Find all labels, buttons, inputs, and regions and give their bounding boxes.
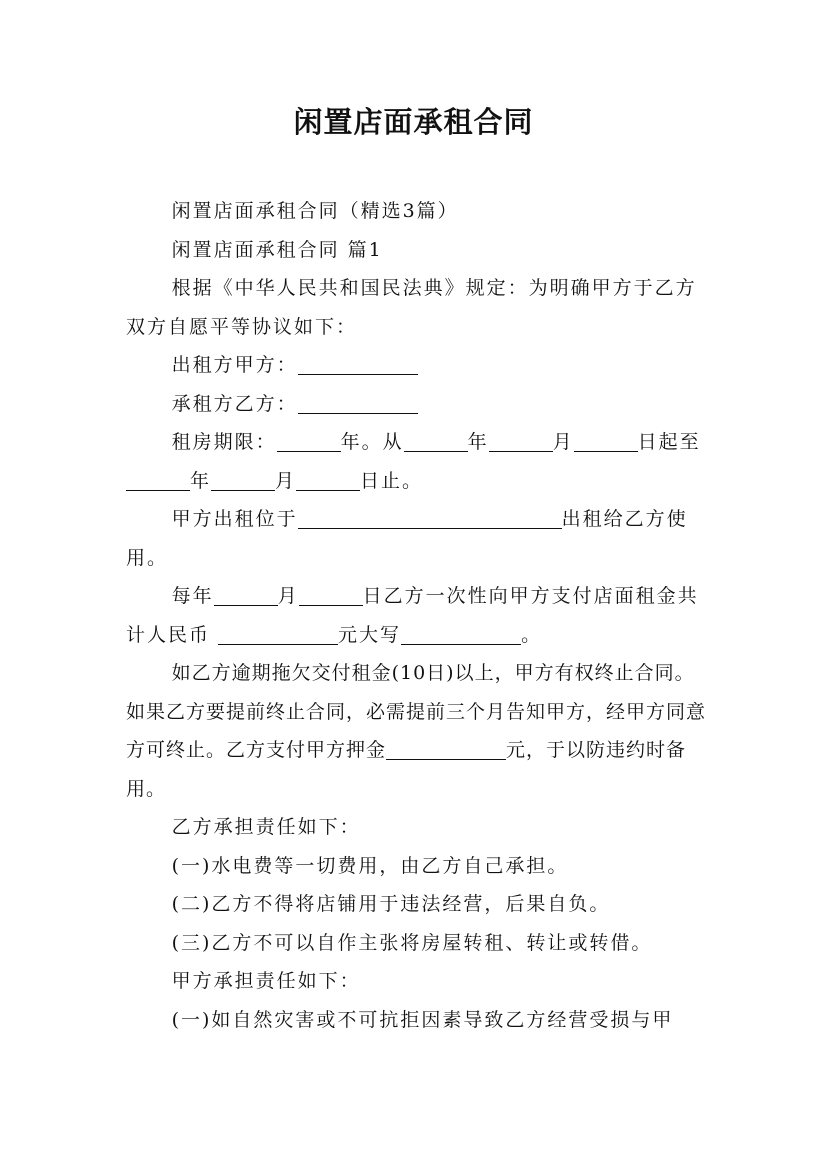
paragraph-location (126, 500, 706, 577)
lessor-label: 出租方甲方： (171, 354, 298, 376)
paragraph-lessee-duty-1: (一)水电费等一切费用，由乙方自己承担。 (171, 854, 569, 877)
end-month-blank (211, 468, 275, 491)
location-text-b: 出租给乙方使用。 (126, 508, 688, 569)
rent-amount-blank (218, 622, 338, 645)
rent-month-blank (214, 583, 278, 606)
lease-term-text-a: 租房期限： (171, 431, 277, 453)
paragraph-subtitle: 闲置店面承租合同（精选3篇） (171, 200, 459, 222)
rent-amount-words-blank (401, 622, 521, 645)
paragraph-lessee-duty-3: (三)乙方不可以自作主张将房屋转租、转让或转借。 (171, 931, 653, 954)
deposit-blank (386, 737, 506, 760)
lease-term-text-d: 月 (552, 431, 574, 453)
rent-text-b: 月 (277, 585, 299, 607)
lessor-blank (298, 352, 418, 375)
lessee-label: 承租方乙方： (171, 392, 298, 415)
lease-term-text-f: 年 (190, 469, 212, 492)
rent-text-d: 元大写 (338, 623, 402, 646)
end-day-blank (296, 468, 360, 491)
paragraph-lessee-duties-heading: 乙方承担责任如下： (171, 816, 361, 838)
lease-term-text-g: 月 (275, 469, 297, 492)
start-month-blank (489, 429, 553, 452)
paragraph-lessor-duty-1: (一)如自然灾害或不可抗拒因素导致乙方经营受损与甲 (171, 1008, 674, 1031)
paragraph-rent (126, 577, 706, 654)
start-day-blank (574, 429, 638, 452)
document-body (126, 192, 706, 1039)
paragraph-lessor (126, 346, 706, 385)
termination-text-b: 元，于以防违约时备用。 (126, 739, 687, 800)
rent-text-e: 。 (521, 623, 543, 646)
paragraph-preamble: 根据《中华人民共和国民法典》规定：为明确甲方于乙方双方自愿平等协议如下： (126, 277, 697, 338)
lease-term-text-b: 年。从 (340, 431, 404, 453)
location-text-a: 甲方出租位于 (171, 508, 298, 530)
lease-term-blank (277, 429, 341, 452)
start-year-blank (404, 429, 468, 452)
lease-term-text-c: 年 (467, 431, 489, 453)
lease-term-text-h: 日止。 (360, 469, 424, 492)
paragraph-lessee (126, 385, 706, 424)
rent-text-c: 日乙方一次性向甲方支付店面租金共计人民币 (126, 585, 699, 646)
lease-term-text-e: 日起至 (637, 431, 701, 453)
lessee-blank (298, 391, 418, 414)
paragraph-lessee-duty-2: (二)乙方不得将店铺用于违法经营，后果自负。 (171, 893, 611, 915)
document-title: 闲置店面承租合同 (293, 105, 534, 139)
rent-day-blank (299, 583, 363, 606)
end-year-blank (126, 468, 190, 491)
rent-text-a: 每年 (171, 585, 214, 607)
paragraph-termination (126, 654, 706, 808)
termination-text-a: 如乙方逾期拖欠交付租金(10日)以上，甲方有权终止合同。如果乙方要提前终止合同，必需提前三个月告知甲方，经甲方同意方可终止。乙方支付甲方押金 (126, 662, 707, 761)
paragraph-lessor-duties-heading: 甲方承担责任如下： (171, 970, 361, 992)
location-blank (298, 506, 562, 529)
paragraph-section-heading: 闲置店面承租合同 篇1 (171, 238, 383, 261)
paragraph-lease-term (126, 423, 706, 500)
